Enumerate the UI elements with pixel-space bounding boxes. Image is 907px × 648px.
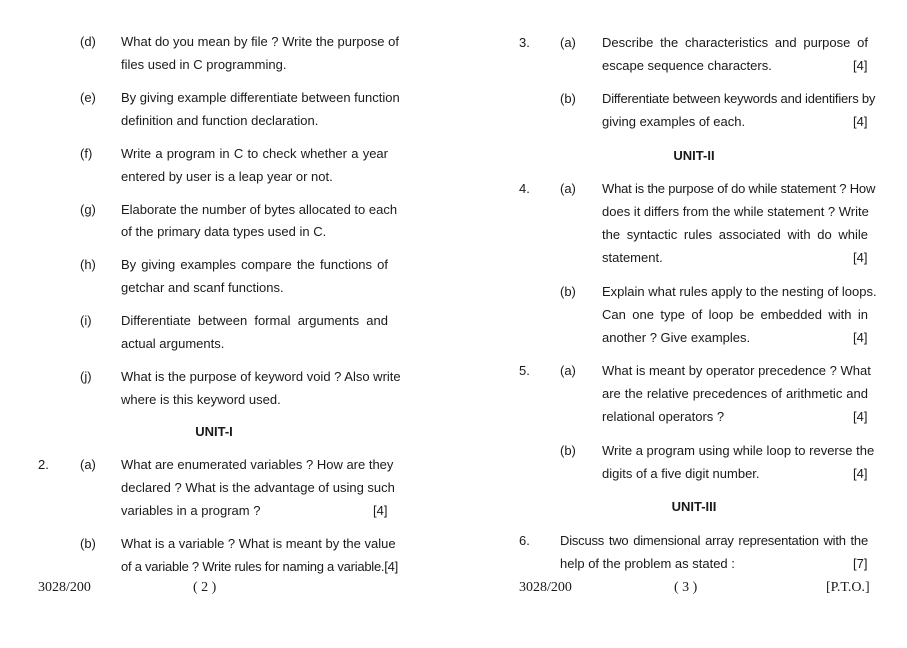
marks: [4] [373,503,388,518]
item-label: (e) [80,90,96,105]
item-label: (b) [560,284,576,299]
item-text-line: of the primary data types used in C. [121,224,327,239]
paper-code: 3028/200 [519,580,572,595]
item-text-line: Differentiate between formal arguments and [121,313,388,328]
item-text-line: What is the purpose of keyword void ? Also write [121,369,401,384]
item-text-line: Discuss two dimensional array representation with the [560,533,868,548]
item-text-line: escape sequence characters. [602,58,772,73]
item-text-line: definition and function declaration. [121,113,319,128]
question-number: 3. [519,35,530,50]
unit-heading: UNIT-III [671,499,717,514]
item-text-line: What is the purpose of do while statement ? How [602,181,876,196]
item-text-line: relational operators ? [602,409,725,424]
item-text-line: getchar and scanf functions. [121,280,284,295]
marks: [4] [853,250,868,265]
marks: [4] [853,114,868,129]
item-text-line: the syntactic rules associated with do while [602,227,868,242]
item-text-line: Write a program using while loop to reverse the [602,443,875,458]
item-label: (a) [80,457,96,472]
item-label: (h) [80,257,96,272]
item-text-line: does it differs from the while statement ? Write [602,204,869,219]
item-text-line: What do you mean by file ? Write the purpose of [121,34,399,49]
unit-heading: UNIT-II [673,148,715,163]
item-label: (a) [560,363,576,378]
item-text-line: entered by user is a leap year or not. [121,169,333,184]
item-label: (a) [560,181,576,196]
item-label: (b) [560,443,576,458]
marks: [4] [853,466,868,481]
page-number: ( 2 ) [193,580,217,595]
item-text-line: What is a variable ? What is meant by the value [121,536,396,551]
item-text-line: Elaborate the number of bytes allocated to each [121,202,398,217]
item-label: (i) [80,313,92,328]
item-text-line: another ? Give examples. [602,330,751,345]
page-number: ( 3 ) [674,580,698,595]
item-label: (g) [80,202,96,217]
marks: [4] [853,409,868,424]
item-text-line: variables in a program ? [121,503,261,518]
item-text-line: actual arguments. [121,336,225,351]
item-text-line: Describe the characteristics and purpose of [602,35,868,50]
marks: [7] [853,556,868,571]
item-text-line: files used in C programming. [121,57,287,72]
unit-heading: UNIT-I [195,424,233,439]
pto-note: [P.T.O.] [826,580,870,595]
item-text-line: statement. [602,250,663,265]
item-text-line: Explain what rules apply to the nesting of loops. [602,284,877,299]
item-text-line: By giving examples compare the functions of [121,257,388,272]
item-label: (d) [80,34,96,49]
item-text-line: Differentiate between keywords and identifiers by [602,91,876,106]
item-text-line: Can one type of loop be embedded with in [602,307,868,322]
item-label: (f) [80,146,93,161]
item-text-line: By giving example differentiate between function [121,90,400,105]
item-text-line: of a variable ? Write rules for naming a variable.[4] [121,559,398,574]
item-text-line: are the relative precedences of arithmetic and [602,386,868,401]
item-label: (b) [80,536,96,551]
item-label: (b) [560,91,576,106]
item-text-line: giving examples of each. [602,114,746,129]
question-number: 2. [38,457,49,472]
item-text-line: What is meant by operator precedence ? What [602,363,871,378]
item-text-line: declared ? What is the advantage of using such [121,480,395,495]
question-number: 6. [519,533,530,548]
item-text-line: digits of a five digit number. [602,466,760,481]
item-label: (j) [80,369,92,384]
marks: [4] [853,58,868,73]
item-text-line: Write a program in C to check whether a year [121,146,388,161]
paper-code: 3028/200 [38,580,91,595]
marks: [4] [853,330,868,345]
item-text-line: where is this keyword used. [121,392,281,407]
item-label: (a) [560,35,576,50]
item-text-line: What are enumerated variables ? How are they [121,457,394,472]
item-text-line: help of the problem as stated : [560,556,735,571]
question-number: 5. [519,363,530,378]
question-number: 4. [519,181,530,196]
